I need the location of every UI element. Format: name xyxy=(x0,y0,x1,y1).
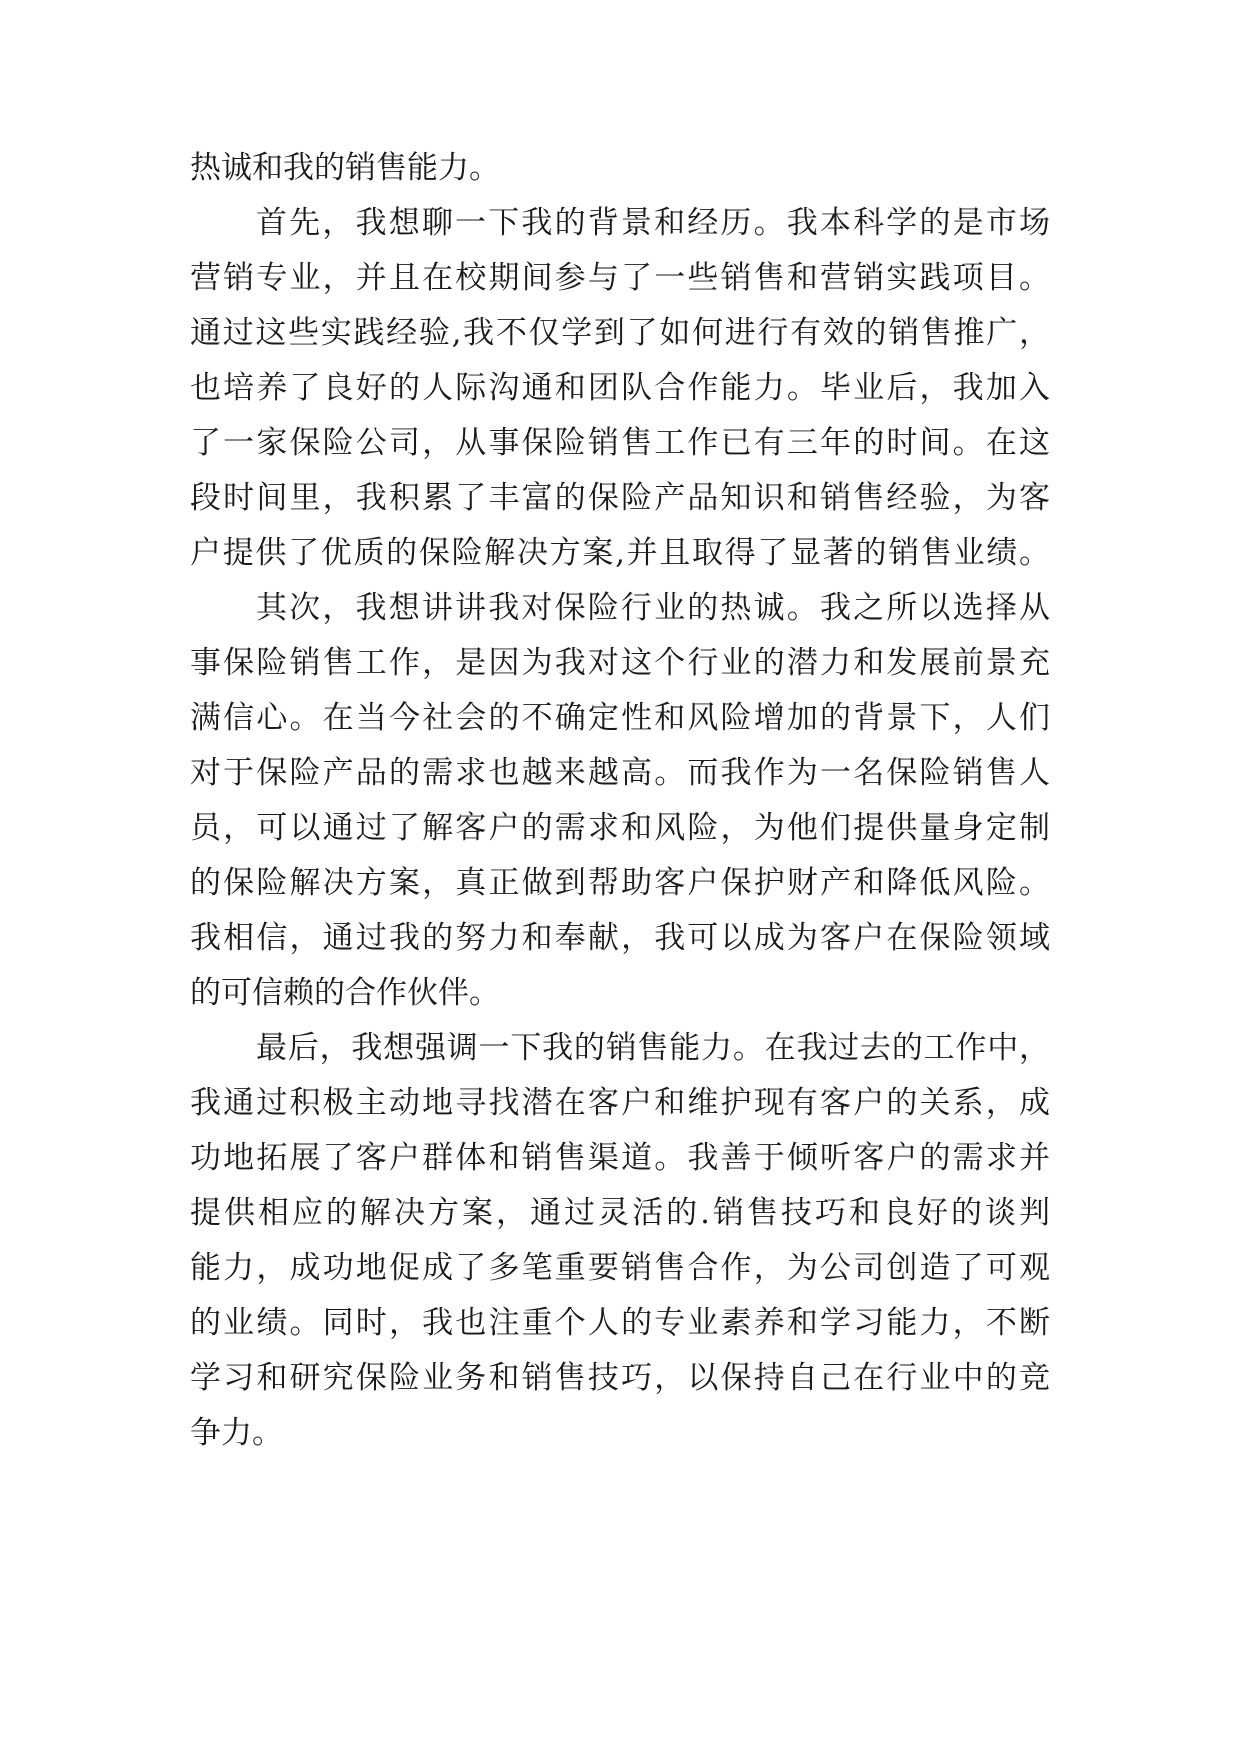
text-line: 能力，成功地促成了多笔重要销售合作，为公司创造了可观 xyxy=(190,1250,1050,1286)
text-line: 争力。 xyxy=(190,1415,283,1451)
text-line: 满信心。在当今社会的不确定性和风险增加的背景下，人们 xyxy=(190,700,1050,736)
text-line: 我相信，通过我的努力和奉献，我可以成为客户在保险领域 xyxy=(190,920,1050,956)
text-line: 通过这些实践经验,我不仅学到了如何进行有效的销售推广， xyxy=(190,315,1050,351)
text-line: 营销专业，并且在校期间参与了一些销售和营销实践项目。 xyxy=(190,260,1050,296)
paragraph-first-line: 首先，我想聊一下我的背景和经历。我本科学的是市场 xyxy=(256,205,1050,241)
text-line: 的业绩。同时，我也注重个人的专业素养和学习能力，不断 xyxy=(190,1305,1050,1341)
text-line: 的保险解决方案，真正做到帮助客户保护财产和降低风险。 xyxy=(190,865,1050,901)
text-line: 热诚和我的销售能力。 xyxy=(190,150,500,186)
text-line: 员，可以通过了解客户的需求和风险，为他们提供量身定制 xyxy=(190,810,1050,846)
text-line: 提供相应的解决方案，通过灵活的.销售技巧和良好的谈判 xyxy=(190,1195,1050,1231)
text-line: 对于保险产品的需求也越来越高。而我作为一名保险销售人 xyxy=(190,755,1050,791)
text-line: 我通过积极主动地寻找潜在客户和维护现有客户的关系，成 xyxy=(190,1085,1050,1121)
paragraph-first-line: 其次，我想讲讲我对保险行业的热诚。我之所以选择从 xyxy=(256,590,1050,626)
text-line: 户提供了优质的保险解决方案,并且取得了显著的销售业绩。 xyxy=(190,535,1050,571)
text-line: 段时间里，我积累了丰富的保险产品知识和销售经验，为客 xyxy=(190,480,1050,516)
text-line: 也培养了良好的人际沟通和团队合作能力。毕业后，我加入 xyxy=(190,370,1050,406)
text-line: 事保险销售工作，是因为我对这个行业的潜力和发展前景充 xyxy=(190,645,1050,681)
text-line: 学习和研究保险业务和销售技巧，以保持自己在行业中的竞 xyxy=(190,1360,1050,1396)
paragraph-first-line: 最后，我想强调一下我的销售能力。在我过去的工作中， xyxy=(256,1030,1050,1066)
text-line: 了一家保险公司，从事保险销售工作已有三年的时间。在这 xyxy=(190,425,1050,461)
text-line: 的可信赖的合作伙伴。 xyxy=(190,975,500,1011)
text-line: 功地拓展了客户群体和销售渠道。我善于倾听客户的需求并 xyxy=(190,1140,1050,1176)
